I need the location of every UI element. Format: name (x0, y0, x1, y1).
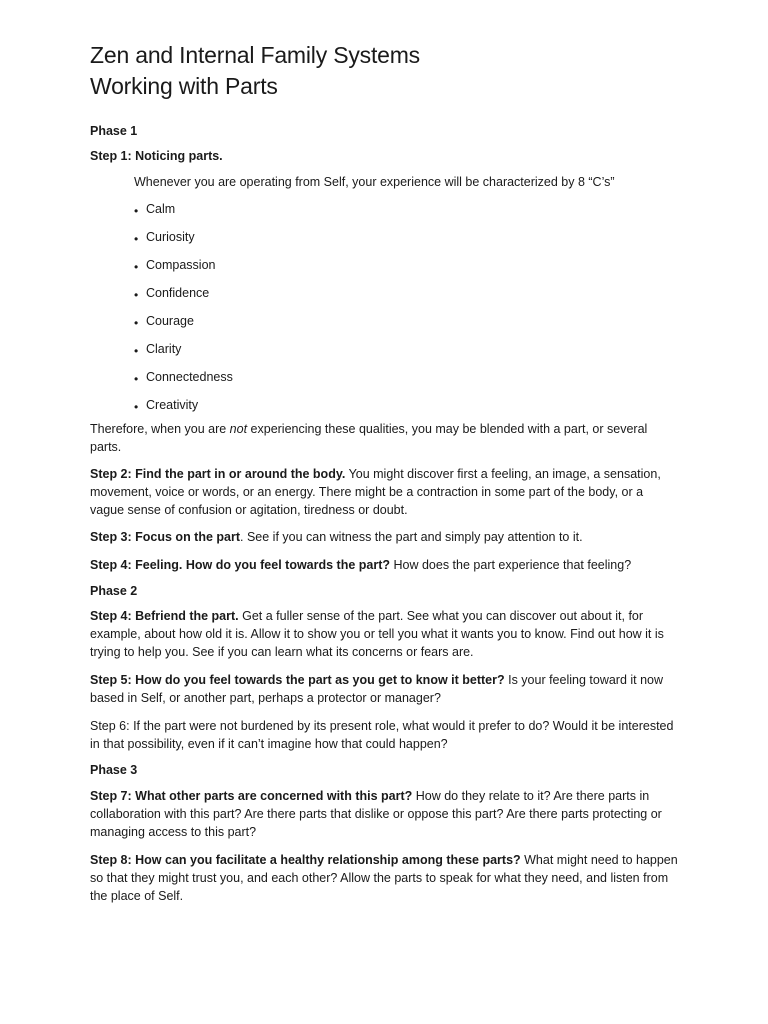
step-2-text: You might discover first a feeling, an image, a sensation, movement, voice or words, or an energy. There might be a contraction in some part of the body, or a vague sense of confusion or agitation, tiredness or doubt. (90, 467, 661, 517)
phase-2-heading: Phase 2 (90, 584, 138, 598)
step-7-heading: Step 7: What other parts are concerned with this part? (90, 789, 413, 803)
bullet-icon: • (134, 288, 139, 302)
title-line-1: Zen and Internal Family Systems (90, 42, 420, 68)
step-3-heading: Step 3: Focus on the part (90, 530, 241, 544)
step-5-heading: Step 5: How do you feel towards the part as you get to know it better? (90, 673, 505, 687)
quality-item (134, 200, 680, 218)
qualities-list (134, 200, 680, 414)
quality-item (134, 368, 680, 386)
bullet-icon: • (134, 372, 139, 386)
step-8-paragraph (90, 851, 680, 905)
bullet-icon: • (134, 400, 139, 414)
step-7-text: How do they relate to it? Are there parts in collaboration with this part? Are there parts that dislike or oppose this part? Are there parts protecting or managing access to this part? (90, 789, 662, 839)
step-2-paragraph (90, 465, 680, 519)
quality-label: Compassion (146, 258, 216, 272)
quality-item (134, 284, 680, 302)
bullet-icon: • (134, 232, 139, 246)
step-4-feeling-heading: Step 4: Feeling. How do you feel towards the part? (90, 558, 391, 572)
quality-label: Curiosity (146, 230, 195, 244)
quality-label: Creativity (146, 398, 199, 412)
step-4-befriend-heading: Step 4: Befriend the part. (90, 609, 239, 623)
bullet-icon: • (134, 260, 139, 274)
quality-label: Confidence (146, 286, 210, 300)
quality-item (134, 312, 680, 330)
phase-3-heading: Phase 3 (90, 763, 138, 777)
step-3-text: . See if you can witness the part and simply pay attention to it. (240, 530, 583, 544)
step-1-intro: Whenever you are operating from Self, your experience will be characterized by 8 “C’s” (134, 175, 615, 189)
step-3-paragraph (90, 528, 680, 546)
quality-item (134, 228, 680, 246)
quality-label: Connectedness (146, 370, 233, 384)
quality-item (134, 340, 680, 358)
title-line-2: Working with Parts (90, 73, 278, 99)
step-8-text: What might need to happen so that they might trust you, and each other? Allow the parts to speak for what they need, and listen from the place of Self. (90, 853, 678, 903)
therefore-before: Therefore, when you are (90, 422, 230, 436)
step-4-feeling-text: How does the part experience that feeling? (390, 558, 632, 572)
bullet-icon: • (134, 316, 139, 330)
therefore-after: experiencing these qualities, you may be blended with a part, or several parts. (90, 422, 648, 454)
step-8-heading: Step 8: How can you facilitate a healthy relationship among these parts? (90, 853, 521, 867)
therefore-paragraph (90, 420, 680, 456)
step-5-text: Is your feeling toward it now based in Self, or another part, perhaps a protector or manager? (90, 673, 664, 705)
step-7-paragraph (90, 787, 680, 841)
step-5-paragraph (90, 671, 680, 707)
quality-item (134, 396, 680, 414)
step-2-heading: Step 2: Find the part in or around the body. (90, 467, 346, 481)
quality-label: Calm (146, 202, 176, 216)
bullet-icon: • (134, 204, 139, 218)
bullet-icon: • (134, 344, 139, 358)
step-4-befriend-paragraph (90, 607, 680, 661)
document-page (90, 40, 680, 905)
therefore-emphasis: not (229, 422, 248, 436)
phase-1-heading: Phase 1 (90, 124, 138, 138)
step-4-feeling-paragraph (90, 556, 680, 574)
document-title (90, 40, 680, 102)
quality-label: Courage (146, 314, 194, 328)
step-4-befriend-text: Get a fuller sense of the part. See what you can discover out about it, for example, about how old it is. Allow it to show you or tell you what it wants you to know. Find out how it is trying to help you. See if you can learn what its concerns or fears are. (90, 609, 664, 659)
quality-label: Clarity (146, 342, 182, 356)
step-6-paragraph: Step 6: If the part were not burdened by its present role, what would it prefer to do? Would it be interested in that possibility, even if it can’t imagine how that could happen? (90, 719, 674, 751)
quality-item (134, 256, 680, 274)
step-1-heading: Step 1: Noticing parts. (90, 149, 223, 163)
